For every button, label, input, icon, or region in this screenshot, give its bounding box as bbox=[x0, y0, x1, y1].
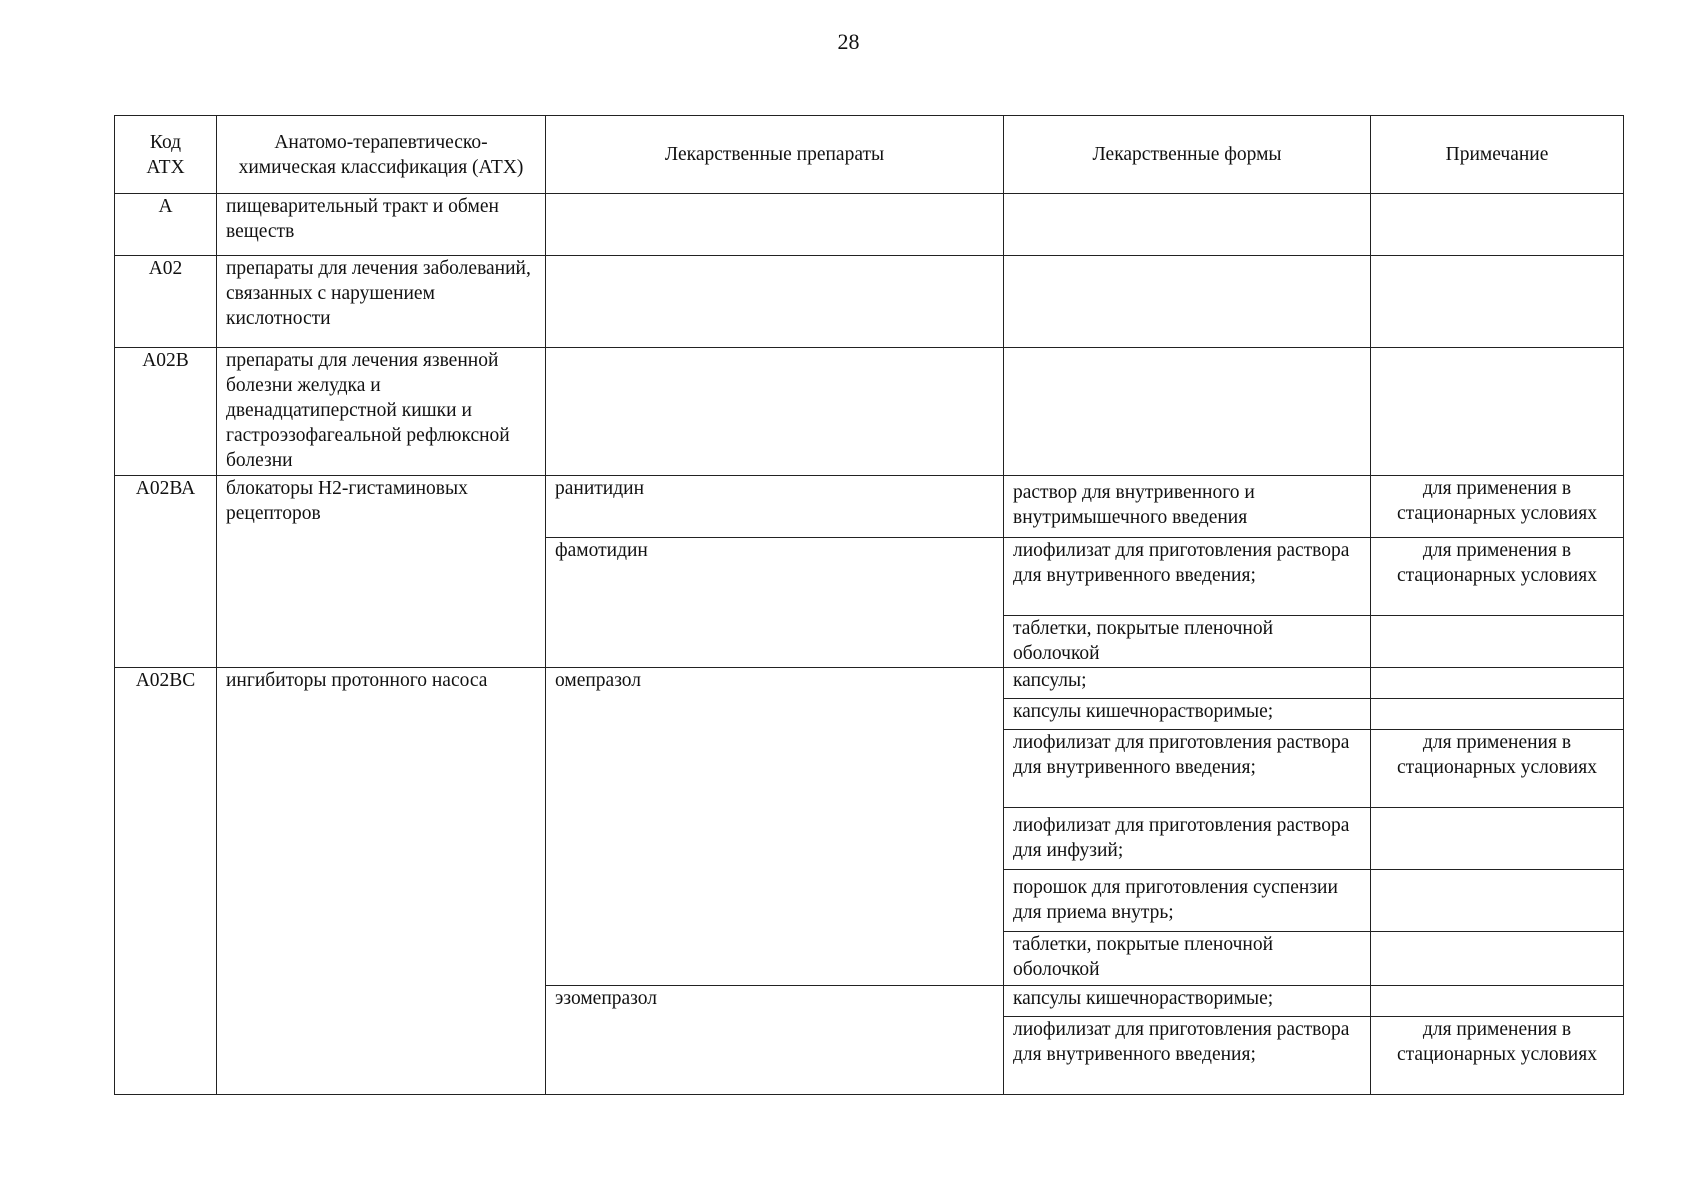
note-cell bbox=[1371, 616, 1624, 668]
header-forms: Лекарственные формы bbox=[1004, 116, 1371, 194]
atx-code: А02ВС bbox=[115, 668, 217, 1095]
form-cell bbox=[1004, 194, 1371, 256]
note-cell bbox=[1371, 808, 1624, 870]
atx-table bbox=[114, 115, 1624, 1095]
form-cell: таблетки, покрытые пленочной оболочкой bbox=[1004, 616, 1371, 668]
table-row bbox=[115, 668, 1624, 699]
form-cell: лиофилизат для приготовления раствора для внутривенного введения; bbox=[1004, 730, 1371, 808]
form-cell: лиофилизат для приготовления раствора для внутривенного введения; bbox=[1004, 538, 1371, 616]
note-cell: для применения в стационарных условиях bbox=[1371, 476, 1624, 538]
form-cell bbox=[1004, 256, 1371, 348]
header-note: Примечание bbox=[1371, 116, 1624, 194]
page-number: 28 bbox=[837, 29, 860, 54]
drug-cell: омепразол bbox=[546, 668, 1004, 986]
form-cell: капсулы кишечнорастворимые; bbox=[1004, 986, 1371, 1017]
drug-cell: фамотидин bbox=[546, 538, 1004, 668]
form-cell: лиофилизат для приготовления раствора для инфузий; bbox=[1004, 808, 1371, 870]
note-cell: для применения в стационарных условиях bbox=[1371, 730, 1624, 808]
drug-cell bbox=[546, 194, 1004, 256]
note-cell: для применения в стационарных условиях bbox=[1371, 538, 1624, 616]
drug-cell: эзомепразол bbox=[546, 986, 1004, 1095]
drug-cell bbox=[546, 348, 1004, 476]
drug-cell bbox=[546, 256, 1004, 348]
atx-name: ингибиторы протонного насоса bbox=[217, 668, 546, 1095]
atx-code: А02В bbox=[115, 348, 217, 476]
note-cell bbox=[1371, 986, 1624, 1017]
atx-name: пищеварительный тракт и обмен веществ bbox=[217, 194, 546, 256]
header-drugs: Лекарственные препараты bbox=[546, 116, 1004, 194]
atx-name: блокаторы Н2-гистаминовых рецепторов bbox=[217, 476, 546, 668]
table-row bbox=[115, 256, 1624, 348]
note-cell bbox=[1371, 932, 1624, 986]
note-cell bbox=[1371, 699, 1624, 730]
atx-code: А bbox=[115, 194, 217, 256]
table-header-row bbox=[115, 116, 1624, 194]
atx-name: препараты для лечения язвенной болезни желудка и двенадцатиперстной кишки и гастроэзофагеальной рефлюксной болезни bbox=[217, 348, 546, 476]
atx-name: препараты для лечения заболеваний, связанных с нарушением кислотности bbox=[217, 256, 546, 348]
table-row bbox=[115, 194, 1624, 256]
note-cell: для применения в стационарных условиях bbox=[1371, 1017, 1624, 1095]
header-code: Код АТХ bbox=[115, 116, 217, 194]
form-cell: капсулы кишечнорастворимые; bbox=[1004, 699, 1371, 730]
atx-code: А02 bbox=[115, 256, 217, 348]
form-cell: порошок для приготовления суспензии для приема внутрь; bbox=[1004, 870, 1371, 932]
form-cell: капсулы; bbox=[1004, 668, 1371, 699]
header-classification: Анатомо-терапевтическо-химическая классификация (АТХ) bbox=[217, 116, 546, 194]
note-cell bbox=[1371, 194, 1624, 256]
form-cell: лиофилизат для приготовления раствора для внутривенного введения; bbox=[1004, 1017, 1371, 1095]
table-row bbox=[115, 348, 1624, 476]
note-cell bbox=[1371, 870, 1624, 932]
drug-cell: ранитидин bbox=[546, 476, 1004, 538]
note-cell bbox=[1371, 348, 1624, 476]
note-cell bbox=[1371, 668, 1624, 699]
form-cell: раствор для внутривенного и внутримышечного введения bbox=[1004, 476, 1371, 538]
note-cell bbox=[1371, 256, 1624, 348]
form-cell bbox=[1004, 348, 1371, 476]
table-row bbox=[115, 476, 1624, 538]
form-cell: таблетки, покрытые пленочной оболочкой bbox=[1004, 932, 1371, 986]
atx-code: А02ВА bbox=[115, 476, 217, 668]
